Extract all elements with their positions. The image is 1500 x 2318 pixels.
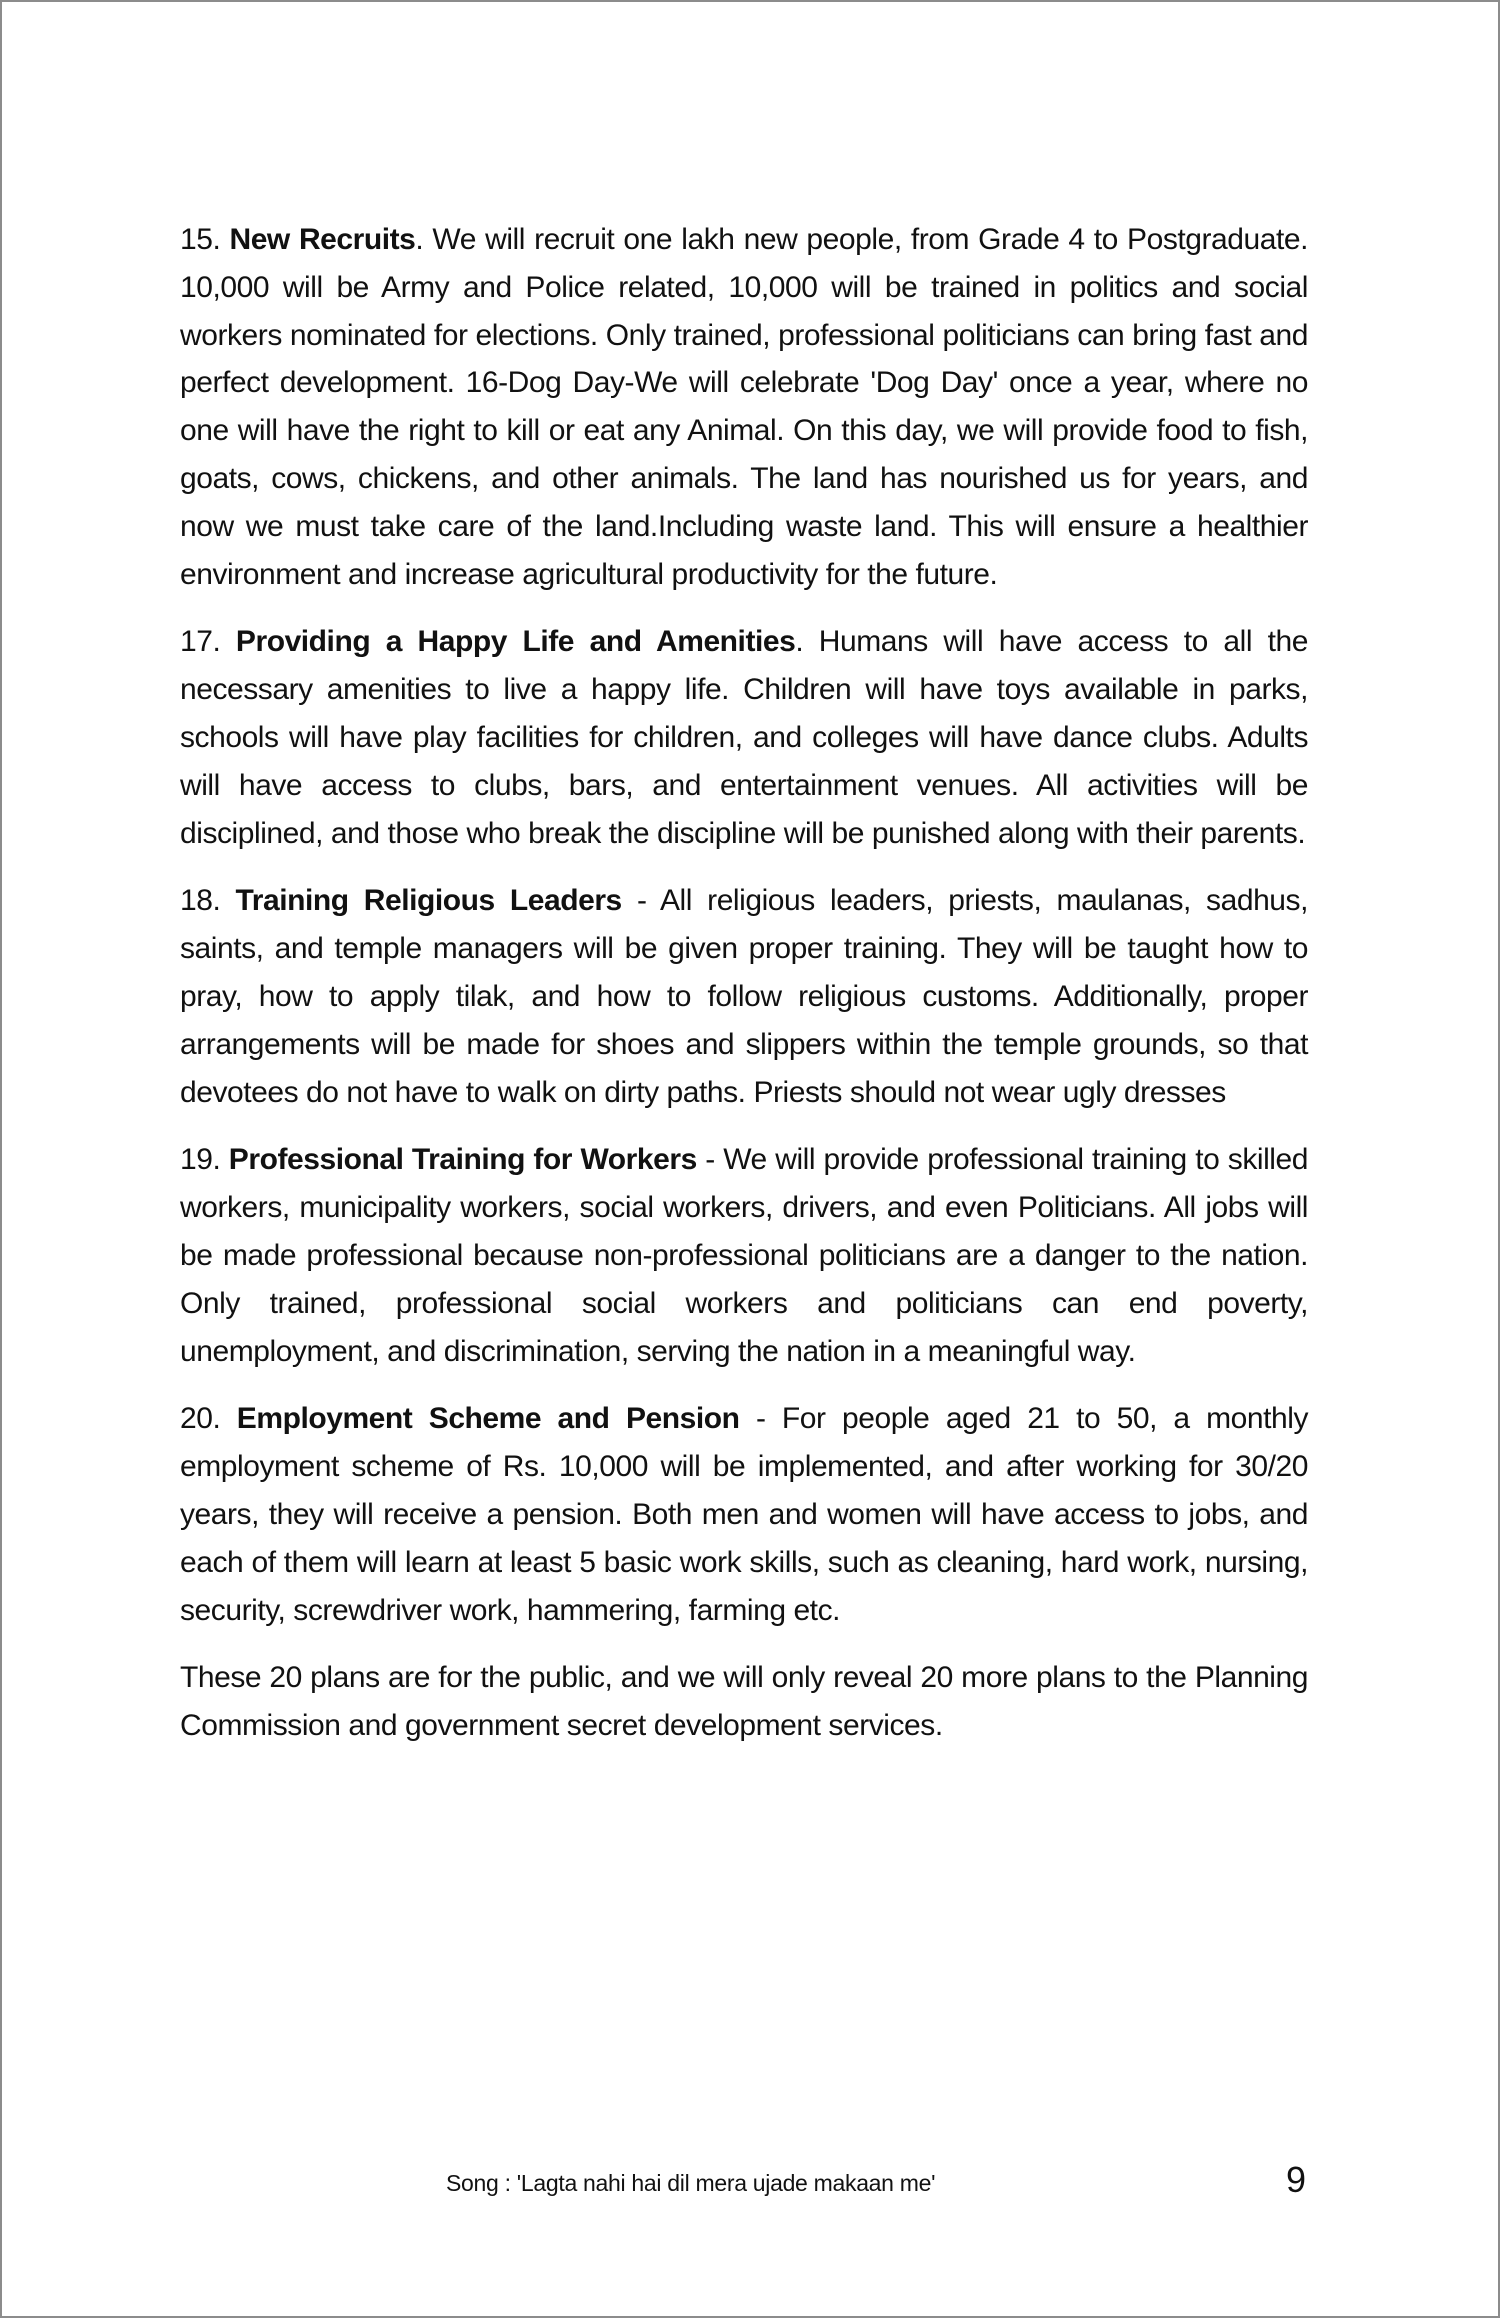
item-number: 18. (180, 884, 236, 918)
paragraph-15-new-recruits (180, 216, 1308, 598)
item-heading: Professional Training for Workers (228, 1143, 697, 1177)
item-text: . We will recruit one lakh new people, from Grade 4 to Postgraduate. 10,000 will be Army and Police related, 10,000 will be trained in politics and social workers nominated for elections. Only trained, professional politicians can bring fast and perfect development. 16-Dog Day-We will celebrate 'Dog Day' once a year, where no one will have the right to kill or eat any Animal. On this day, we will provide food to fish, goats, cows, chickens, and other animals. The land has nourished us for years, and now we must take care of the land.Including waste land. This will ensure a healthier environment and increase agricultural productivity for the future. (180, 223, 1308, 591)
item-number: 15. (180, 223, 230, 256)
footer-song-title: Song : 'Lagta nahi hai dil mera ujade makaan me' (446, 2170, 936, 2196)
item-text: - We will provide professional training to skilled workers, municipality workers, social workers, drivers, and even Politicians. All jobs will be made professional because non-professional politicians are a danger to the nation. Only trained, professional social workers and politicians can end poverty, unemployment, and discrimination, serving the nation in a meaningful way. (180, 1143, 1308, 1368)
paragraph-19-worker-training (180, 1136, 1308, 1375)
item-heading: New Recruits (229, 223, 416, 256)
item-heading: Providing a Happy Life and Amenities (235, 625, 796, 659)
page-number: 9 (1286, 2159, 1307, 2200)
item-text: . Humans will have access to all the necessary amenities to live a happy life. Children will have toys available in parks, schools will have play facilities for children, and colleges will have dance clubs. Adults will have access to clubs, bars, and entertainment venues. All activities will be disciplined, and those who break the discipline will be punished along with their parents. (180, 625, 1308, 850)
paragraph-20-employment-pension (180, 1395, 1308, 1634)
item-number: 17. (180, 625, 236, 659)
paragraph-17-happy-life (180, 618, 1308, 857)
item-number: 19. (180, 1143, 229, 1177)
closing-paragraph: These 20 plans are for the public, and we will only reveal 20 more plans to the Planning Commission and government secret development services. (180, 1661, 1308, 1743)
item-heading: Training Religious Leaders (235, 884, 622, 918)
item-text: - All religious leaders, priests, maulanas, sadhus, saints, and temple managers will be given proper training. They will be taught how to pray, how to apply tilak, and how to follow religious customs. Additionally, proper arrangements will be made for shoes and slippers within the temple grounds, so that devotees do not have to walk on dirty paths. Priests should not wear ugly dresses (180, 884, 1308, 1109)
paragraph-18-religious-leaders (180, 877, 1308, 1116)
page-body (180, 216, 1308, 1770)
item-heading: Employment Scheme and Pension (236, 1402, 740, 1436)
item-text: - For people aged 21 to 50, a monthly employment scheme of Rs. 10,000 will be implemented, and after working for 30/20 years, they will receive a pension. Both men and women will have access to jobs, and each of them will learn at least 5 basic work skills, such as cleaning, hard work, nursing, security, screwdriver work, hammering, farming etc. (180, 1402, 1308, 1627)
item-number: 20. (180, 1402, 237, 1436)
